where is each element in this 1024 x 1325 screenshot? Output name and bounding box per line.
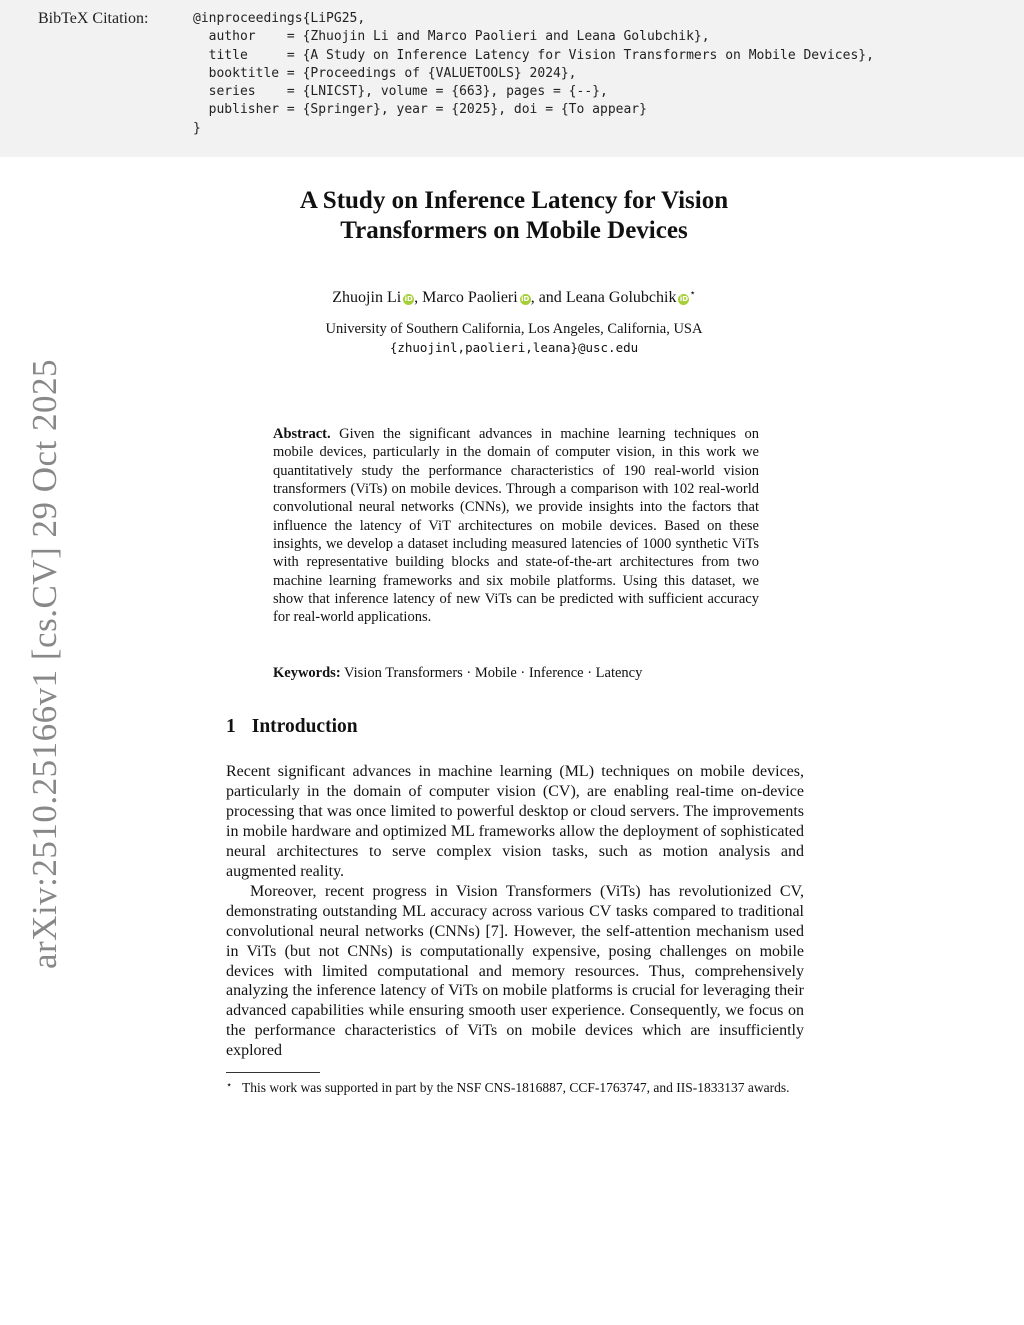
bibtex-code: @inproceedings{LiPG25, author = {Zhuojin Li and Marco Paolieri and Leana Golubchik}, title = {A Study on Inference Latency for Vision Transformers on Mobile Devices}, booktitle = {Proceedings of {VALUETOOLS} 2024}, series = {LNICST}, volume = {663}, pages = {--}, publisher = {Springer}, year = {2025}, doi = {To appear} }	[193, 11, 874, 136]
paper-title	[214, 186, 814, 246]
introduction-body	[226, 762, 804, 1061]
keywords-text: Vision Transformers · Mobile · Inference · Latency	[344, 665, 643, 681]
title-line-2: Transformers on Mobile Devices	[340, 217, 688, 244]
title-line-1: A Study on Inference Latency for Vision	[299, 187, 729, 214]
footnote-text: This work was supported in part by the NSF CNS-1816887, CCF-1763747, and IIS-1833137 awards.	[242, 1080, 790, 1095]
bibtex-banner	[0, 0, 1024, 157]
bibtex-label: BibTeX Citation:	[38, 10, 149, 27]
section-number: 1	[226, 716, 236, 737]
abstract	[273, 425, 759, 627]
keywords	[273, 664, 759, 682]
author-emails	[214, 339, 814, 358]
orcid-icon[interactable]: iD	[521, 295, 530, 303]
orcid-icon[interactable]: iD	[404, 295, 413, 303]
footnote-divider	[226, 1072, 320, 1073]
author-name: Leana Golubchik	[565, 289, 677, 306]
paragraph: Recent significant advances in machine learning (ML) techniques on mobile devices, particularly in the domain of computer vision (CV), are enabling real-time on-device processing that was once limited to powerful desktop or cloud servers. The improvements in mobile hardware and optimized ML frameworks allow the deployment of sophisticated neural architectures to serve complex vision tasks, such as motion analysis and augmented reality.	[226, 763, 804, 880]
section-heading	[226, 716, 358, 738]
orcid-icon[interactable]: iD	[679, 295, 689, 303]
section-title: Introduction	[251, 716, 358, 737]
footnote	[226, 1077, 804, 1098]
email-address: {zhuojinl,paolieri,leana}@usc.edu	[389, 340, 639, 355]
abstract-text: Given the significant advances in machine learning techniques on mobile devices, particularly in the domain of computer vision, in this work we quantitatively study the performance characteristics of 190 real-world vision transformers (ViTs) on mobile devices. Through a comparison with 102 real-world convolutional neural networks (CNNs), we provide insights into the factors that influence the latency of ViT architectures on mobile devices. Based on these insights, we develop a dataset including measured latencies of 1000 synthetic ViTs with representative building blocks and state-of-the-art architectures from two machine learning frameworks and six mobile platforms. Using this dataset, we show that inference latency of new ViTs can be predicted with sufficient accuracy for real-world applications.	[273, 426, 759, 626]
author-separator: ,	[414, 289, 423, 306]
author-list	[214, 284, 814, 308]
footnote-marker: ⋆	[689, 288, 696, 299]
author-separator: , and	[530, 289, 566, 306]
abstract-label: Abstract.	[273, 426, 331, 442]
arxiv-identifier-stamp: arXiv:2510.25166v1 [cs.CV] 29 Oct 2025	[25, 358, 64, 970]
affiliation: University of Southern California, Los Angeles, California, USA	[325, 321, 703, 337]
footnote-mark: ⋆	[226, 1080, 233, 1091]
author-name: Marco Paolieri	[422, 289, 518, 306]
paragraph: Moreover, recent progress in Vision Transformers (ViTs) has revolutionized CV, demonstrating outstanding ML accuracy across various CV tasks compared to traditional convolutional neural networks (CNNs) [7]. However, the self-attention mechanism used in ViTs (but not CNNs) is computationally expensive, posing challenges on mobile devices with limited computational and memory resources. Thus, comprehensively analyzing the inference latency of ViTs on mobile platforms is crucial for leveraging their advanced capabilities while ensuring smooth user experience. Consequently, we focus on the performance characteristics of ViTs on mobile devices which are insufficiently explored	[226, 882, 804, 1060]
keywords-label: Keywords:	[273, 665, 341, 681]
author-name: Zhuojin Li	[332, 289, 402, 306]
